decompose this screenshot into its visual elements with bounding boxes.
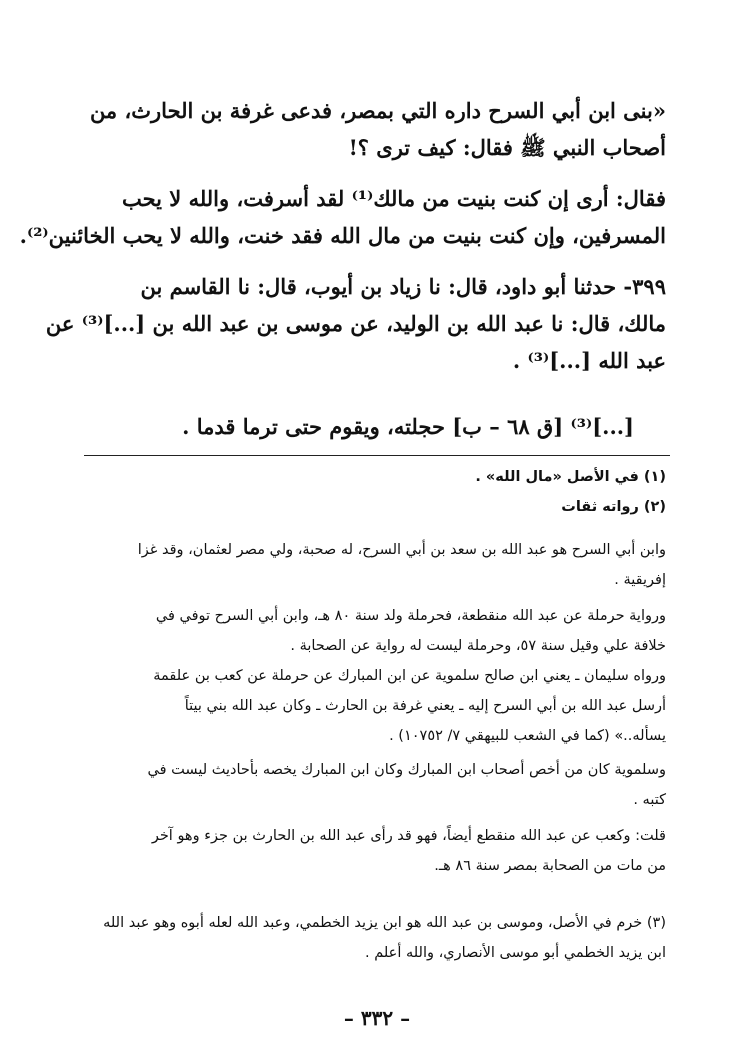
footnote-line: ورواية حرملة عن عبد الله منقطعة، فحرملة ولد سنة ٨٠ هـ، وابن أبي السرح توفي في xyxy=(155,608,666,624)
text-line: فقال: أرى إن كنت بنيت من مالك⁽¹⁾ لقد أسرفت، والله لا يحب xyxy=(121,186,666,211)
footnote-2-body xyxy=(96,535,666,881)
footnote-2-heading xyxy=(96,492,666,522)
paragraph-4 xyxy=(94,408,634,445)
footnote-1 xyxy=(96,462,666,492)
footnote-line: قلت: وكعب عن عبد الله منقطع أيضاً، فهو قد رأى عبد الله بن الحارث بن جزء وهو آخر xyxy=(151,828,666,844)
text-line: [...]⁽³⁾ [ق ٦٨ – ب] حجلته، ويقوم حتى ترما قدما . xyxy=(182,414,634,439)
footnote-line: يسأله..» (كما في الشعب للبيهقي ٧/ ١٠٧٥٢) . xyxy=(389,728,666,744)
text-line: ٣٩٩- حدثنا أبو داود، قال: نا زياد بن أيوب، قال: نا القاسم بن xyxy=(140,274,666,299)
paragraph-1 xyxy=(90,92,666,166)
footnote-text: (٢) رواته ثقات xyxy=(561,499,666,515)
footnote-line: أرسل عبد الله بن أبي السرح إليه ـ يعني غرفة بن الحارث ـ وكان عبد الله بني بيتاً xyxy=(184,698,666,714)
footnote-line: إفريقية . xyxy=(614,572,666,588)
text-line: مالك، قال: نا عبد الله بن الوليد، عن موسى بن عبد الله بن [...]⁽³⁾ عن xyxy=(45,311,666,336)
text-line: عبد الله [...]⁽³⁾ . xyxy=(512,348,666,373)
footnote-line: من مات من الصحابة بمصر سنة ٨٦ هـ. xyxy=(434,858,666,874)
footnote-line: ابن يزيد الخطمي أبو موسى الأنصاري، والله أعلم . xyxy=(365,945,666,961)
page-number: – ٣٣٢ – xyxy=(343,1006,411,1030)
footnote-line: كتبه . xyxy=(633,792,666,808)
paragraph-2 xyxy=(19,180,666,254)
text-line: المسرفين، وإن كنت بنيت من مال الله فقد خنت، والله لا يحب الخائنين⁽²⁾. xyxy=(19,223,666,248)
text-line: «بنى ابن أبي السرح داره التي بمصر، فدعى غرفة بن الحارث، من xyxy=(89,98,666,123)
footnote-line: خلافة علي وقيل سنة ٥٧، وحرملة ليست له رواية عن الصحابة . xyxy=(290,638,666,654)
footnote-divider xyxy=(84,455,670,456)
paragraph-hadith-399 xyxy=(45,268,666,379)
text-line: أصحاب النبي ﷺ فقال: كيف ترى ؟! xyxy=(348,135,666,160)
footnote-text: (١) في الأصل «مال الله» . xyxy=(475,469,666,485)
footnote-line: (٣) خرم في الأصل، وموسى بن عبد الله هو ابن يزيد الخطمي، وعبد الله لعله أبوه وهو عبد الله xyxy=(103,915,666,931)
footnote-line: ورواه سليمان ـ يعني ابن صالح سلموية عن ابن المبارك عن حرملة عن كعب بن علقمة xyxy=(153,668,666,684)
footnote-line: وابن أبي السرح هو عبد الله بن سعد بن أبي السرح، له صحبة، ولي مصر لعثمان، وقد غزا xyxy=(137,542,666,558)
footnote-line: وسلموية كان من أخص أصحاب ابن المبارك وكان ابن المبارك يخصه بأحاديث ليست في xyxy=(147,762,666,778)
footnote-3 xyxy=(96,908,666,968)
